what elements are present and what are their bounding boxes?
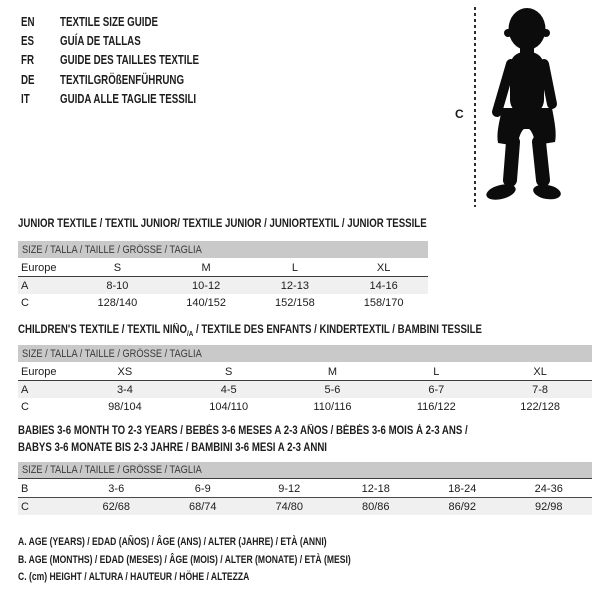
table-cell: XL bbox=[533, 365, 547, 378]
row-label: A bbox=[21, 383, 29, 396]
language-code: IT bbox=[21, 92, 30, 107]
table-row-age bbox=[18, 381, 592, 398]
language-row bbox=[21, 90, 238, 109]
row-label: Europe bbox=[21, 261, 57, 274]
table-cell: 80/86 bbox=[361, 500, 390, 513]
table-cell: 3-6 bbox=[108, 482, 125, 495]
height-label: C bbox=[455, 107, 464, 121]
table-row-europe bbox=[18, 363, 592, 381]
footnotes bbox=[18, 536, 445, 589]
babies-size-table bbox=[18, 462, 592, 515]
table-cell: 24-36 bbox=[534, 482, 563, 495]
table-cell: 158/170 bbox=[363, 296, 404, 309]
table-cell: XS bbox=[117, 365, 133, 378]
table-cell: 152/158 bbox=[274, 296, 315, 309]
table-cell: 122/128 bbox=[520, 400, 560, 413]
language-title: TEXTILE SIZE GUIDE bbox=[60, 14, 159, 29]
size-header-bar: SIZE / TALLA / TAILLE / GRÖSSE / TAGLIA bbox=[18, 241, 428, 258]
babies-section-title bbox=[18, 423, 553, 457]
baby-silhouette-icon bbox=[479, 5, 567, 207]
table-row-height bbox=[18, 498, 592, 515]
row-label: Europe bbox=[21, 365, 57, 378]
table-cell: 116/122 bbox=[416, 400, 456, 413]
table-row-height bbox=[18, 294, 428, 311]
language-row bbox=[21, 31, 238, 50]
children-size-table bbox=[18, 345, 592, 415]
table-cell: XL bbox=[376, 261, 391, 274]
table-cell: 18-24 bbox=[448, 482, 477, 495]
table-cell: 9-12 bbox=[278, 482, 301, 495]
table-cell: 86/92 bbox=[448, 500, 477, 513]
table-cell: L bbox=[433, 365, 440, 378]
junior-section-title: JUNIOR TEXTILE / TEXTIL JUNIOR/ TEXTILE JUNIOR / JUNIORTEXTIL / JUNIOR TESSILE bbox=[18, 218, 427, 230]
row-label: C bbox=[21, 500, 29, 513]
row-label: B bbox=[21, 482, 29, 495]
table-cell: 104/110 bbox=[209, 400, 249, 413]
language-row bbox=[21, 70, 238, 89]
table-cell: 12-18 bbox=[361, 482, 390, 495]
table-cell: 8-10 bbox=[106, 279, 129, 292]
language-title: GUÍA DE TALLAS bbox=[60, 34, 141, 49]
children-section-title: CHILDREN'S TEXTILE / TEXTIL $NIÑO_{/A}$ / TEXTILE DES ENFANTS / KINDERTEXTIL / BAMBINI TESSILE bbox=[18, 324, 482, 338]
table-cell: 98/104 bbox=[108, 400, 142, 413]
table-cell: 92/98 bbox=[534, 500, 563, 513]
size-header-bar: SIZE / TALLA / TAILLE / GRÖSSE / TAGLIA bbox=[18, 462, 592, 479]
footnote-c: C. (cm) HEIGHT / ALTURA / HAUTEUR / HÖHE / ALTEZZA bbox=[18, 571, 250, 584]
table-cell: 110/116 bbox=[313, 400, 352, 413]
table-cell: 6-7 bbox=[428, 383, 445, 396]
language-title: GUIDA ALLE TAGLIE TESSILI bbox=[60, 92, 197, 107]
row-label: C bbox=[21, 400, 29, 413]
table-row-height bbox=[18, 398, 592, 415]
table-cell: 12-13 bbox=[280, 279, 309, 292]
table-cell: 4-5 bbox=[220, 383, 237, 396]
language-row bbox=[21, 12, 238, 31]
babies-title-line2: BABYS 3-6 MONATE BIS 2-3 JAHRE / BAMBINI 3-6 MESI A 2-3 ANNI bbox=[18, 442, 327, 454]
babies-title-line1: BABIES 3-6 MONTH TO 2-3 YEARS / BEBÉS 3-6 MESES A 2-3 AÑOS / BÉBÉS 3-6 MOIS À 2-3 ANS / bbox=[18, 425, 468, 437]
table-cell: 10-12 bbox=[192, 279, 221, 292]
table-cell: 7-8 bbox=[532, 383, 549, 396]
language-code: ES bbox=[21, 34, 35, 49]
table-cell: M bbox=[201, 261, 211, 274]
table-cell: 74/80 bbox=[275, 500, 304, 513]
footnote-a: A. AGE (YEARS) / EDAD (AÑOS) / ÂGE (ANS) / ALTER (JAHRE) / ETÀ (ANNI) bbox=[18, 536, 327, 548]
language-title: TEXTILGRÖßENFÜHRUNG bbox=[60, 72, 185, 87]
table-cell: L bbox=[291, 261, 298, 274]
table-cell: 6-9 bbox=[194, 482, 211, 495]
subscript-text: /A bbox=[187, 328, 194, 338]
language-code: EN bbox=[21, 14, 35, 29]
table-cell: 3-4 bbox=[116, 383, 133, 396]
footnote-b: B. AGE (MONTHS) / EDAD (MESES) / ÂGE (MOIS) / ALTER (MONATE) / ETÀ (MESI) bbox=[18, 553, 351, 566]
size-header-bar: SIZE / TALLA / TAILLE / GRÖSSE / TAGLIA bbox=[18, 345, 592, 362]
table-cell: 68/74 bbox=[188, 500, 217, 513]
table-cell: 140/152 bbox=[186, 296, 226, 309]
row-label: C bbox=[21, 296, 29, 309]
height-measure-dashed-line bbox=[474, 7, 476, 207]
table-cell: 62/68 bbox=[102, 500, 131, 513]
row-label: A bbox=[21, 279, 29, 292]
table-row-europe bbox=[18, 259, 428, 277]
table-row-age bbox=[18, 277, 428, 294]
table-cell: 128/140 bbox=[97, 296, 138, 309]
language-list bbox=[21, 12, 238, 109]
language-code: FR bbox=[21, 53, 35, 68]
language-code: DE bbox=[21, 72, 35, 87]
language-row bbox=[21, 51, 238, 70]
table-cell: S bbox=[113, 261, 122, 274]
table-cell: M bbox=[327, 365, 338, 378]
table-cell: 5-6 bbox=[324, 383, 341, 396]
table-cell: 14-16 bbox=[369, 279, 398, 292]
junior-size-table bbox=[18, 241, 428, 311]
language-title: GUIDE DES TAILLES TEXTILE bbox=[60, 53, 200, 68]
table-row-months bbox=[18, 480, 592, 498]
table-cell: S bbox=[225, 365, 233, 378]
